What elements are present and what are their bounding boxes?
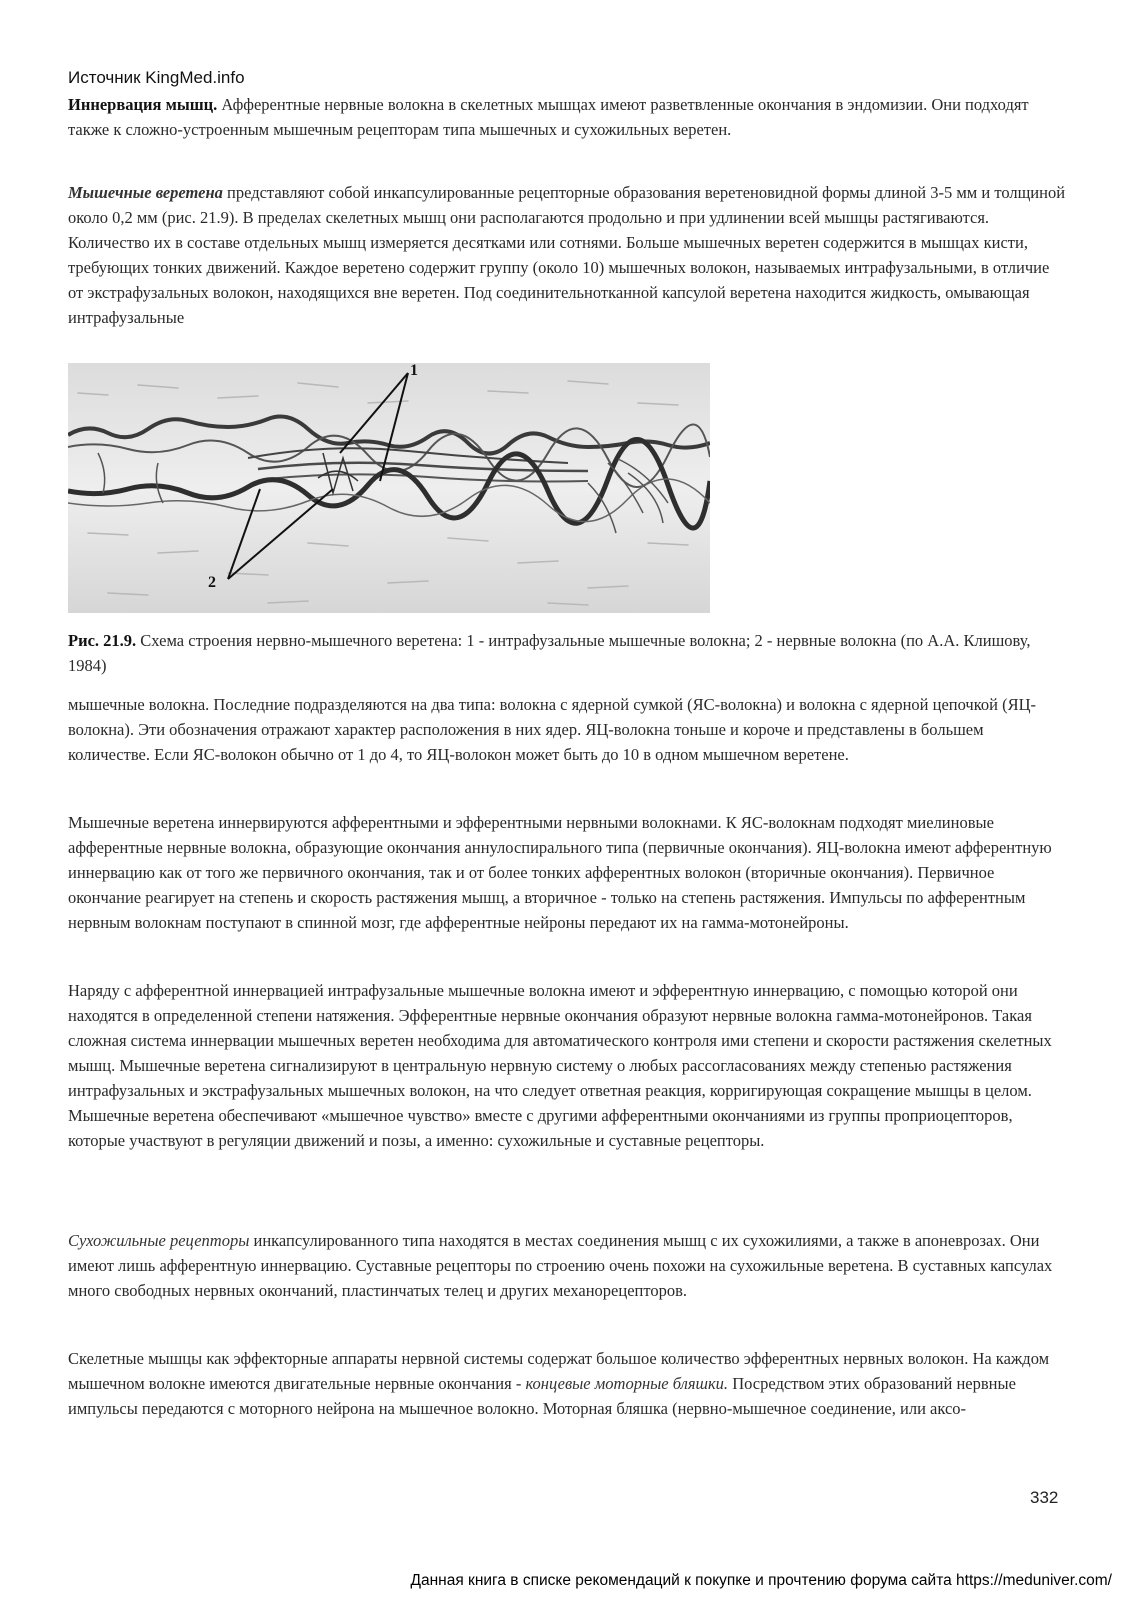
paragraph-spindle-innervation: Мышечные веретена иннервируются афферентными и эфферентными нервными волокнами. К ЯС-волокнам подходят миелиновые афферентные нервные волокна, образующие окончания аннулоспирального типа (первичные окончания). ЯЦ-волокна имеют афферентную иннервацию как от того же первичного окончания, так и от более тонких афферентных волокон (вторичные окончания). Первичное окончание реагирует на степень и скорость растяжения мышц, а вторичное - только на степень растяжения. Импульсы по афферентным нервным волокнам поступают в спинной мозг, где афферентные нейроны передают их на гамма-мотонейроны. [68, 813, 1052, 932]
figure-label-2: 2 [208, 574, 216, 591]
figure-caption [68, 628, 1048, 678]
paragraph-muscle-spindles [68, 180, 1068, 330]
paragraph-body: Афферентные нервные волокна в скелетных мышцах имеют разветвленные окончания в эндомизии. Они подходят также к сложно-устроенным мышечным рецепторам типа мышечных и сухожильных веретен. [68, 95, 1029, 139]
caption-body: Схема строения нервно-мышечного веретена: 1 - интрафузальные мышечные волокна; 2 - нервные волокна (по А.А. Клишову, 1984) [68, 631, 1031, 675]
spindle-illustration [68, 363, 710, 613]
paragraph-motor-plaques [68, 1346, 1068, 1421]
figure-muscle-spindle [68, 363, 710, 613]
source-header: Источник KingMed.info [68, 68, 245, 87]
paragraph-body: представляют собой инкапсулированные рецепторные образования веретеновидной формы длиной 3-5 мм и толщиной около 0,2 мм (рис. 21.9). В пределах скелетных мышц они располагаются продольно и при удлинении всей мышцы растягиваются. Количество их в составе отдельных мышц измеряется десятками или сотнями. Больше мышечных веретен содержится в мышцах кисти, требующих тонких движений. Каждое веретено содержит группу (около 10) мышечных волокон, называемых интрафузальными, в отличие от экстрафузальных волокон, находящихся вне веретен. Под соединительнотканной капсулой веретена находится жидкость, омывающая интрафузальные [68, 183, 1066, 327]
page-number: 332 [1030, 1488, 1059, 1507]
paragraph-body: инкапсулированного типа находятся в местах соединения мышц с их сухожилиями, а также в апоневрозах. Они имеют лишь афферентную иннервацию. Суставные рецепторы по строению очень похожи на сухожильные веретена. В суставных капсулах много свободных нервных окончаний, пластинчатых телец и других механорецепторов. [68, 1231, 1053, 1300]
paragraph-efferent-innervation: Наряду с афферентной иннервацией интрафузальные мышечные волокна имеют и эфферентную иннервацию, с помощью которой они находятся в определенной степени натяжения. Эфферентные нервные окончания образуют нервные волокна гамма-мотонейронов. Такая сложная система иннервации мышечных веретен необходима для автоматического контроля ими степени и скорости растяжения скелетных мышц. Мышечные веретена сигнализируют в центральную нервную систему о любых рассогласованиях между степенью растяжения интрафузальных и экстрафузальных мышечных волокон, на что следует ответная реакция, корригирующая сокращение мышцы в целом. Мышечные веретена обеспечивают «мышечное чувство» вместе с другими афферентными окончаниями из группы проприоцепторов, которые участвуют в регуляции движений и позы, а именно: сухожильные и суставные рецепторы. [68, 981, 1052, 1150]
paragraph-body: Скелетные мышцы как эффекторные аппараты нервной системы содержат большое количество эфферентных нервных волокон. На каждом мышечном волокне имеются двигательные нервные окончания - [68, 1349, 1050, 1393]
caption-lead: Рис. 21.9. [68, 631, 137, 650]
paragraph-term: концевые моторные бляшки. [525, 1374, 729, 1393]
figure-label-1: 1 [410, 363, 418, 379]
paragraph-fiber-types: мышечные волокна. Последние подразделяются на два типа: волокна с ядерной сумкой (ЯС-волокна) и волокна с ядерной цепочкой (ЯЦ-волокна). Эти обозначения отражают характер расположения в них ядер. ЯЦ-волокна тоньше и короче и представлены в большем количестве. Если ЯС-волокон обычно от 1 до 4, то ЯЦ-волокон может быть до 10 в одном мышечном веретене. [68, 695, 1037, 764]
paragraph-lead: Иннервация мышц. [68, 95, 218, 114]
paragraph-lead: Сухожильные рецепторы [68, 1231, 250, 1250]
paragraph-innervation [68, 92, 1068, 142]
footer-note: Данная книга в списке рекомендаций к покупке и прочтению форума сайта https://meduniver.com/ [410, 1572, 1112, 1589]
paragraph-lead: Мышечные веретена [68, 183, 223, 202]
paragraph-tendon-receptors [68, 1228, 1068, 1303]
paragraph-body-end: Посредством этих образований нервные импульсы передаются с моторного нейрона на мышечное волокно. Моторная бляшка (нервно-мышечное соединение, или аксо- [68, 1374, 1016, 1418]
